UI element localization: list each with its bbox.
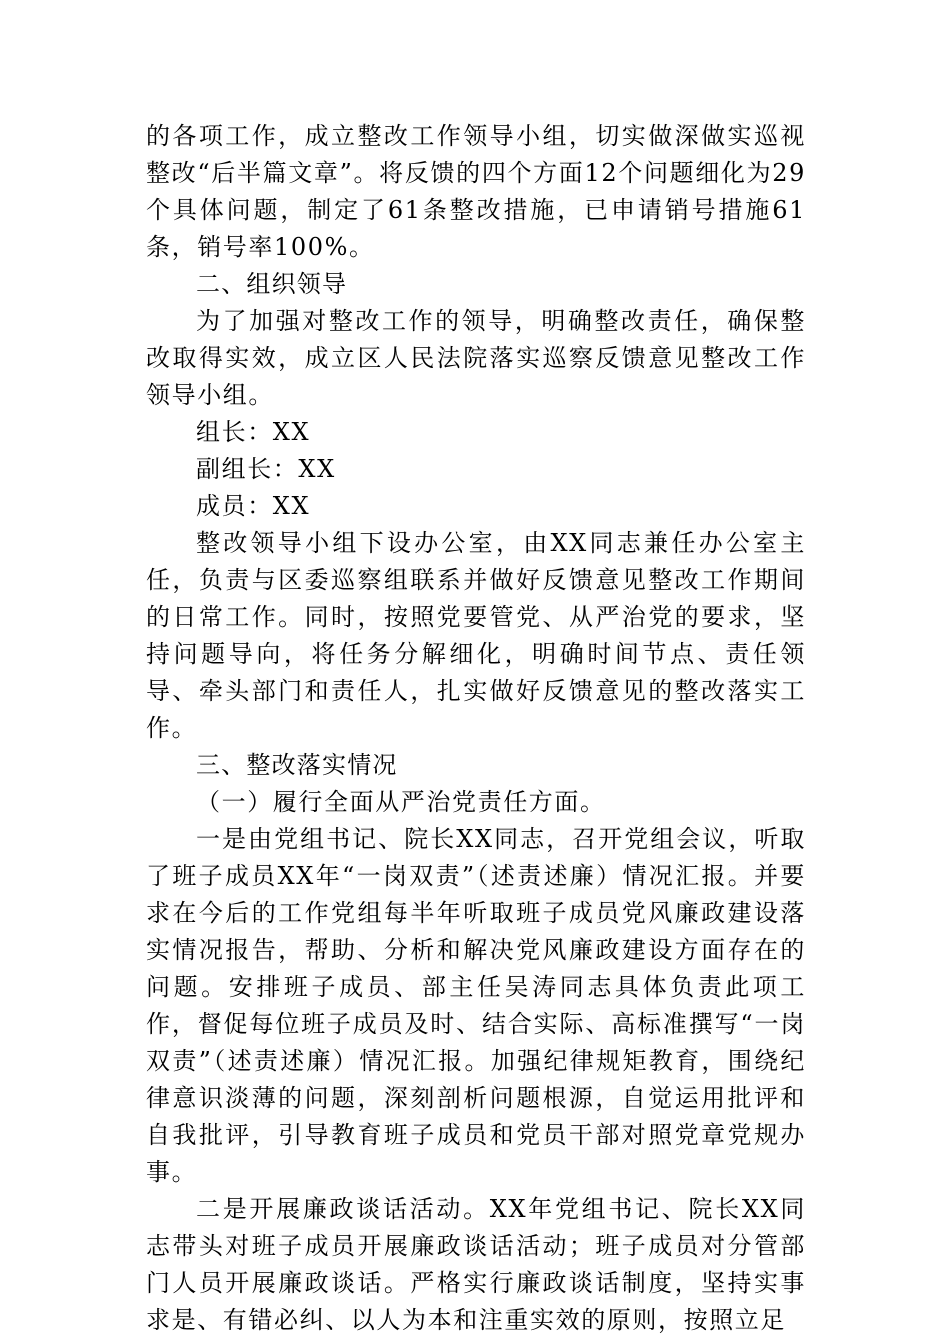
document-page (146, 118, 806, 1339)
body-paragraph: 二是开展廉政谈话活动。XX年党组书记、院长XX同志带头对班子成员开展廉政谈话活动；班子成员对分管部门人员开展廉政谈话。严格实行廉政谈话制度，坚持实事求是、有错必纠、以人为本和注重实效的原则，按照立足 (146, 1195, 806, 1334)
member-line-deputy-leader: 副组长：XX (196, 455, 336, 483)
section-heading-organization: 二、组织领导 (196, 270, 348, 298)
body-paragraph: 为了加强对整改工作的领导，明确整改责任，确保整改取得实效，成立区人民法院落实巡察反馈意见整改工作领导小组。 (146, 307, 806, 409)
body-paragraph: 一是由党组书记、院长XX同志，召开党组会议，听取了班子成员XX年“一岗双责”（述责述廉）情况汇报。并要求在今后的工作党组每半年听取班子成员党风廉政建设落实情况报告，帮助、分析和解决党风廉政建设方面存在的问题。安排班子成员、部主任吴涛同志具体负责此项工作，督促每位班子成员及时、结合实际、高标准撰写“一岗双责”（述责述廉）情况汇报。加强纪律规矩教育，围绕纪律意识淡薄的问题，深刻剖析问题根源，自觉运用批评和自我批评，引导教育班子成员和党员干部对照党章党规办事。 (146, 825, 806, 1186)
body-paragraph: 的各项工作，成立整改工作领导小组，切实做深做实巡视整改“后半篇文章”。将反馈的四个方面12个问题细化为29个具体问题，制定了61条整改措施，已申请销号措施61条，销号率100%。 (146, 122, 806, 261)
section-heading-implementation: 三、整改落实情况 (196, 751, 398, 779)
subsection-heading: （一）履行全面从严治党责任方面。 (196, 788, 606, 816)
member-line-members: 成员：XX (196, 492, 311, 520)
body-paragraph: 整改领导小组下设办公室，由XX同志兼任办公室主任，负责与区委巡察组联系并做好反馈意见整改工作期间的日常工作。同时，按照党要管党、从严治党的要求，坚持问题导向，将任务分解细化，明确时间节点、责任领导、牵头部门和责任人，扎实做好反馈意见的整改落实工作。 (146, 529, 806, 742)
member-line-leader: 组长：XX (196, 418, 311, 446)
